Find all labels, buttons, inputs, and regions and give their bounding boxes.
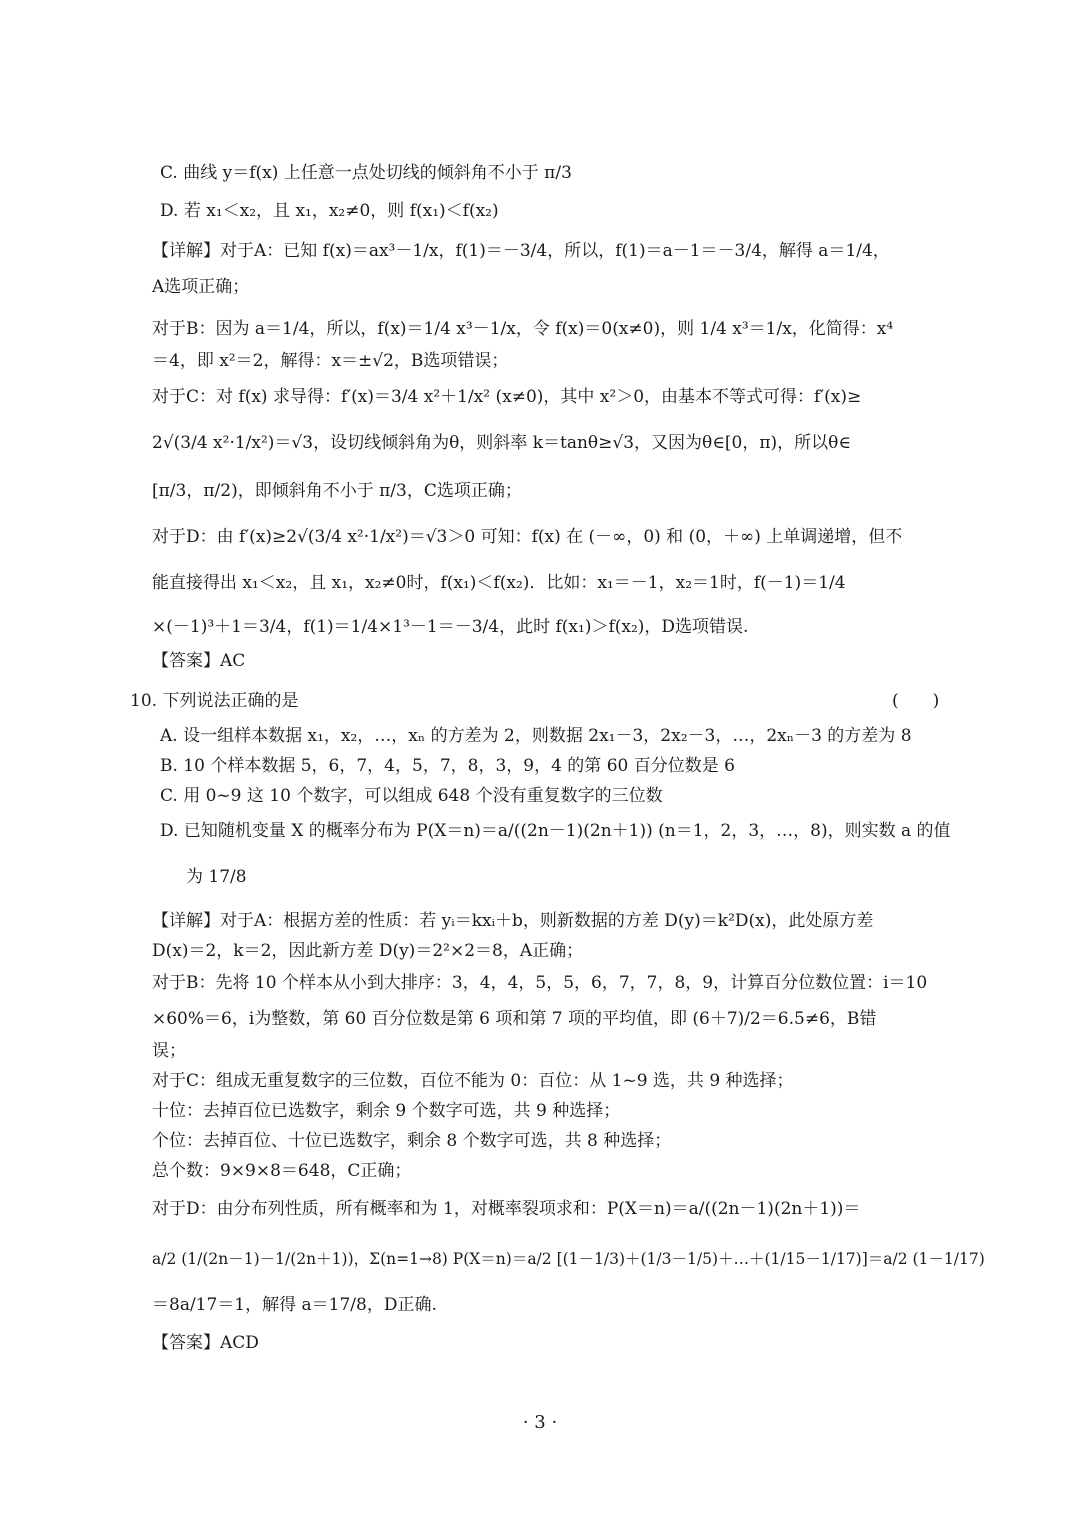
q10-detail-line: 个位：去掉百位、十位已选数字，剩余 8 个数字可选，共 8 种选择； [152, 1131, 672, 1151]
q9-detail-line: [π/3，π/2)，即倾斜角不小于 π/3，C选项正确； [152, 481, 522, 501]
q10-option-d: D. 已知随机变量 X 的概率分布为 P(X＝n)＝a/((2n－1)(2n＋1)) (n＝1，2，3，…，8)，则实数 a 的值 [160, 821, 951, 841]
q10-option-c: C. 用 0~9 这 10 个数字，可以组成 648 个没有重复数字的三位数 [160, 786, 663, 806]
q9-answer: 【答案】AC [152, 651, 246, 671]
q9-option-d: D. 若 x₁＜x₂，且 x₁，x₂≠0，则 f(x₁)＜f(x₂) [160, 201, 499, 221]
page-number: · 3 · [522, 1412, 558, 1433]
q9-detail-line: 对于B：因为 a＝1/4，所以，f(x)＝1/4 x³－1/x，令 f(x)＝0(x≠0)，则 1/4 x³＝1/x，化简得：x⁴ [152, 319, 894, 339]
q10-detail-line: ×60%＝6，i为整数，第 60 百分位数是第 6 项和第 7 项的平均值，即 (6＋7)/2＝6.5≠6，B错 [152, 1009, 877, 1029]
q9-option-c: C. 曲线 y＝f(x) 上任意一点处切线的倾斜角不小于 π/3 [160, 163, 572, 183]
q9-detail-line: 对于C：对 f(x) 求导得：f′(x)＝3/4 x²＋1/x² (x≠0)，其中 x²＞0，由基本不等式可得：f′(x)≥ [152, 387, 862, 407]
q9-detail-line: 2√(3/4 x²·1/x²)＝√3，设切线倾斜角为θ，则斜率 k＝tanθ≥√3，又因为θ∈[0，π)，所以θ∈ [152, 433, 851, 453]
q10-detail-line: 对于B：先将 10 个样本从小到大排序：3，4，4，5，5，6，7，7，8，9，计算百分位数位置：i＝10 [152, 973, 928, 993]
q9-detail-line: 对于D：由 f′(x)≥2√(3/4 x²·1/x²)＝√3＞0 可知：f(x) 在 (－∞，0) 和 (0，＋∞) 上单调递增，但不 [152, 527, 903, 547]
q10-detail-line: 【详解】对于A：根据方差的性质：若 yᵢ＝kxᵢ＋b，则新数据的方差 D(y)＝k²D(x)，此处原方差 [152, 911, 874, 931]
q10-stem: 10. 下列说法正确的是 [130, 691, 299, 711]
q10-detail-line: ＝8a/17＝1，解得 a＝17/8，D正确. [152, 1295, 437, 1315]
q10-detail-line: 对于C：组成无重复数字的三位数，百位不能为 0：百位：从 1~9 选，共 9 种选择； [152, 1071, 794, 1091]
q10-detail-line: D(x)＝2，k＝2，因此新方差 D(y)＝2²×2＝8，A正确； [152, 941, 584, 961]
q10-option-a: A. 设一组样本数据 x₁，x₂，…，xₙ 的方差为 2，则数据 2x₁－3，2x₂－3，…，2xₙ－3 的方差为 8 [160, 726, 912, 746]
q9-detail-line: ×(－1)³＋1＝3/4，f(1)＝1/4×1³－1＝－3/4，此时 f(x₁)＞f(x₂)，D选项错误. [152, 617, 749, 637]
q10-detail-line: 对于D：由分布列性质，所有概率和为 1，对概率裂项求和：P(X＝n)＝a/((2n－1)(2n＋1))＝ [152, 1199, 861, 1219]
q9-detail-line: 能直接得出 x₁＜x₂，且 x₁，x₂≠0时，f(x₁)＜f(x₂)．比如：x₁＝－1，x₂＝1时，f(－1)＝1/4 [152, 573, 846, 593]
q10-detail-line: 误； [152, 1041, 186, 1061]
q10-answer-blank: ( ) [892, 691, 940, 711]
q9-detail-line: A选项正确； [152, 277, 250, 297]
q10-answer: 【答案】ACD [152, 1333, 259, 1353]
q10-detail-line: a/2 (1/(2n－1)－1/(2n＋1))，Σ(n=1→8) P(X＝n)＝a/2 [(1－1/3)＋(1/3－1/5)＋…＋(1/15－1/17)]＝a/2 (1－1/17) [152, 1250, 985, 1268]
q10-option-d-cont: 为 17/8 [186, 867, 247, 887]
q10-option-b: B. 10 个样本数据 5，6，7，4，5，7，8，3，9，4 的第 60 百分位数是 6 [160, 756, 735, 776]
q10-detail-line: 总个数：9×9×8＝648，C正确； [152, 1161, 412, 1181]
q10-detail-line: 十位：去掉百位已选数字，剩余 9 个数字可选，共 9 种选择； [152, 1101, 621, 1121]
q9-detail-line: ＝4，即 x²＝2，解得：x＝±√2，B选项错误； [152, 351, 509, 371]
q9-detail-line: 【详解】对于A：已知 f(x)＝ax³－1/x，f(1)＝－3/4，所以，f(1)＝a－1＝－3/4，解得 a＝1/4， [152, 241, 890, 261]
